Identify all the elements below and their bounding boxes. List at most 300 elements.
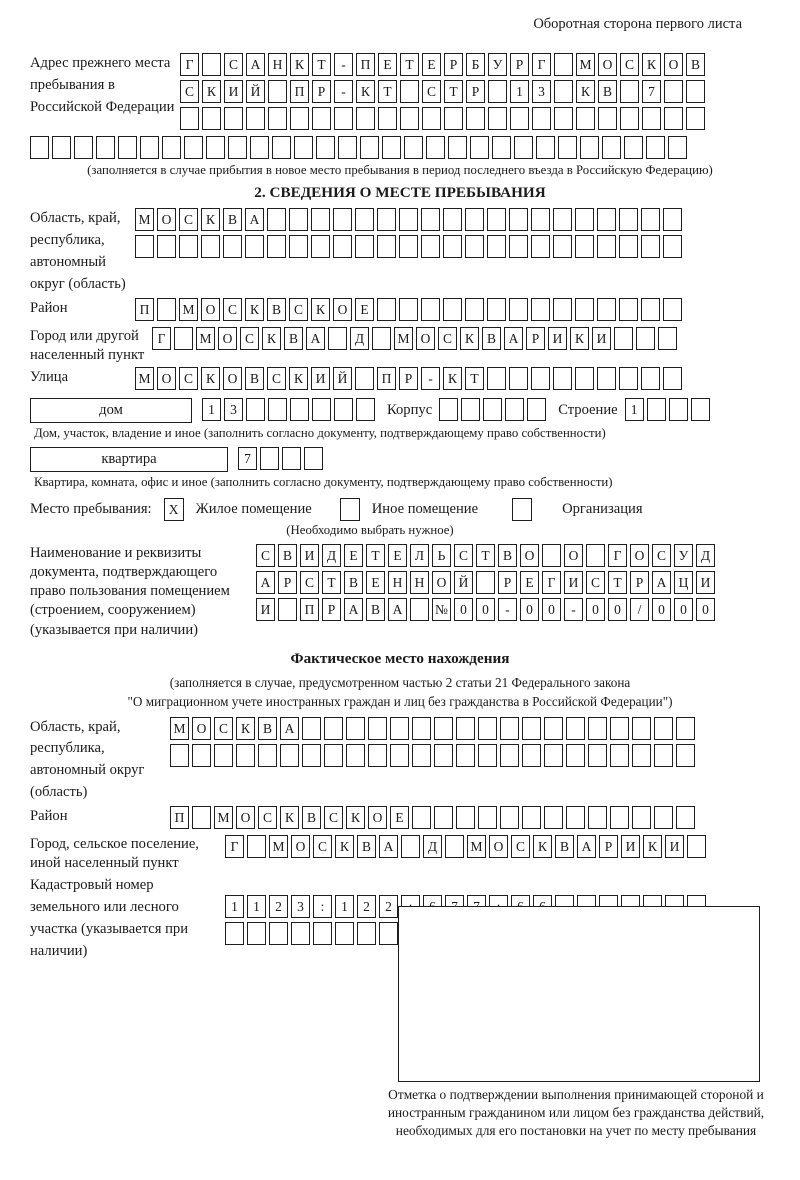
char-cell[interactable]: Е	[378, 53, 397, 76]
char-cell[interactable]	[267, 235, 286, 258]
char-cell[interactable]: В	[686, 53, 705, 76]
char-cell[interactable]: Д	[350, 327, 369, 350]
char-cell[interactable]: 1	[202, 398, 221, 421]
char-cell[interactable]	[588, 744, 607, 767]
char-cell[interactable]	[390, 717, 409, 740]
checkbox-organization[interactable]	[512, 498, 532, 521]
char-cell[interactable]: А	[504, 327, 523, 350]
char-cell[interactable]: И	[592, 327, 611, 350]
char-cell[interactable]	[566, 744, 585, 767]
char-cell[interactable]: 0	[696, 598, 715, 621]
char-cell[interactable]	[334, 398, 353, 421]
char-cell[interactable]: Е	[390, 806, 409, 829]
char-cell[interactable]: Р	[322, 598, 341, 621]
char-cell[interactable]: Т	[444, 80, 463, 103]
char-cell[interactable]: С	[620, 53, 639, 76]
char-cell[interactable]	[554, 80, 573, 103]
char-cell[interactable]	[598, 107, 617, 130]
char-cell[interactable]: С	[313, 835, 332, 858]
char-cell[interactable]: В	[302, 806, 321, 829]
char-cell[interactable]	[399, 298, 418, 321]
char-cell[interactable]	[179, 235, 198, 258]
char-cell[interactable]: С	[240, 327, 259, 350]
char-cell[interactable]	[291, 922, 310, 945]
char-cell[interactable]: П	[300, 598, 319, 621]
char-cell[interactable]	[654, 806, 673, 829]
char-cell[interactable]	[236, 744, 255, 767]
char-cell[interactable]	[312, 398, 331, 421]
char-cell[interactable]: К	[460, 327, 479, 350]
char-cell[interactable]	[184, 136, 203, 159]
char-cell[interactable]	[566, 806, 585, 829]
char-cell[interactable]: П	[290, 80, 309, 103]
char-cell[interactable]: О	[192, 717, 211, 740]
char-cell[interactable]: 3	[291, 895, 310, 918]
char-cell[interactable]	[580, 136, 599, 159]
char-cell[interactable]	[544, 717, 563, 740]
char-cell[interactable]	[531, 208, 550, 231]
char-cell[interactable]: И	[300, 544, 319, 567]
char-cell[interactable]: М	[394, 327, 413, 350]
char-cell[interactable]: О	[223, 367, 242, 390]
char-cell[interactable]: М	[576, 53, 595, 76]
char-cell[interactable]: 0	[586, 598, 605, 621]
char-cell[interactable]: С	[223, 298, 242, 321]
char-cell[interactable]	[404, 136, 423, 159]
char-cell[interactable]: С	[300, 571, 319, 594]
char-cell[interactable]: И	[256, 598, 275, 621]
char-cell[interactable]: Г	[608, 544, 627, 567]
char-cell[interactable]: В	[482, 327, 501, 350]
char-cell[interactable]	[302, 717, 321, 740]
char-cell[interactable]	[335, 922, 354, 945]
char-cell[interactable]	[74, 136, 93, 159]
char-cell[interactable]	[610, 806, 629, 829]
char-cell[interactable]: Н	[410, 571, 429, 594]
char-cell[interactable]: К	[311, 298, 330, 321]
char-cell[interactable]: В	[357, 835, 376, 858]
char-cell[interactable]: Н	[388, 571, 407, 594]
char-cell[interactable]: О	[333, 298, 352, 321]
char-cell[interactable]	[566, 717, 585, 740]
char-cell[interactable]	[500, 744, 519, 767]
char-cell[interactable]	[250, 136, 269, 159]
char-cell[interactable]	[280, 744, 299, 767]
char-cell[interactable]	[658, 327, 677, 350]
char-cell[interactable]: А	[280, 717, 299, 740]
char-cell[interactable]	[439, 398, 458, 421]
char-cell[interactable]	[434, 806, 453, 829]
char-cell[interactable]	[382, 136, 401, 159]
char-cell[interactable]: О	[157, 367, 176, 390]
char-cell[interactable]	[443, 235, 462, 258]
char-cell[interactable]: -	[421, 367, 440, 390]
char-cell[interactable]: М	[467, 835, 486, 858]
char-cell[interactable]: П	[170, 806, 189, 829]
char-cell[interactable]: О	[520, 544, 539, 567]
char-cell[interactable]: С	[179, 208, 198, 231]
char-cell[interactable]: С	[511, 835, 530, 858]
char-cell[interactable]	[669, 398, 688, 421]
char-cell[interactable]	[356, 398, 375, 421]
char-cell[interactable]: Г	[180, 53, 199, 76]
char-cell[interactable]	[620, 80, 639, 103]
char-cell[interactable]: 7	[642, 80, 661, 103]
char-cell[interactable]: Р	[599, 835, 618, 858]
char-cell[interactable]: К	[236, 717, 255, 740]
char-cell[interactable]: С	[258, 806, 277, 829]
char-cell[interactable]	[553, 208, 572, 231]
char-cell[interactable]: А	[246, 53, 265, 76]
char-cell[interactable]	[505, 398, 524, 421]
char-cell[interactable]	[492, 136, 511, 159]
char-cell[interactable]	[632, 806, 651, 829]
char-cell[interactable]	[632, 744, 651, 767]
char-cell[interactable]	[636, 327, 655, 350]
char-cell[interactable]: М	[214, 806, 233, 829]
char-cell[interactable]: П	[377, 367, 396, 390]
char-cell[interactable]: А	[256, 571, 275, 594]
char-cell[interactable]	[421, 235, 440, 258]
char-cell[interactable]: 2	[379, 895, 398, 918]
char-cell[interactable]: И	[696, 571, 715, 594]
char-cell[interactable]: К	[643, 835, 662, 858]
char-cell[interactable]: О	[598, 53, 617, 76]
char-cell[interactable]	[664, 107, 683, 130]
char-cell[interactable]: О	[564, 544, 583, 567]
char-cell[interactable]: 1	[625, 398, 644, 421]
char-cell[interactable]	[619, 298, 638, 321]
char-cell[interactable]	[488, 107, 507, 130]
char-cell[interactable]	[646, 136, 665, 159]
char-cell[interactable]	[597, 298, 616, 321]
char-cell[interactable]	[602, 136, 621, 159]
char-cell[interactable]	[610, 717, 629, 740]
char-cell[interactable]: К	[290, 53, 309, 76]
char-cell[interactable]: К	[335, 835, 354, 858]
char-cell[interactable]	[333, 235, 352, 258]
char-cell[interactable]: В	[344, 571, 363, 594]
char-cell[interactable]	[333, 208, 352, 231]
char-cell[interactable]: В	[267, 298, 286, 321]
char-cell[interactable]: К	[533, 835, 552, 858]
char-cell[interactable]	[246, 107, 265, 130]
char-cell[interactable]	[676, 806, 695, 829]
char-cell[interactable]	[527, 398, 546, 421]
char-cell[interactable]: К	[201, 367, 220, 390]
char-cell[interactable]: С	[438, 327, 457, 350]
char-cell[interactable]: О	[489, 835, 508, 858]
char-cell[interactable]: Ь	[432, 544, 451, 567]
char-cell[interactable]	[434, 744, 453, 767]
char-cell[interactable]	[412, 744, 431, 767]
char-cell[interactable]	[377, 208, 396, 231]
char-cell[interactable]: Р	[510, 53, 529, 76]
char-cell[interactable]: №	[432, 598, 451, 621]
char-cell[interactable]	[500, 806, 519, 829]
char-cell[interactable]	[311, 235, 330, 258]
char-cell[interactable]	[162, 136, 181, 159]
char-cell[interactable]	[445, 835, 464, 858]
char-cell[interactable]	[313, 922, 332, 945]
char-cell[interactable]	[434, 717, 453, 740]
char-cell[interactable]	[290, 107, 309, 130]
char-cell[interactable]: О	[218, 327, 237, 350]
checkbox-other-premise[interactable]	[340, 498, 360, 521]
char-cell[interactable]	[483, 398, 502, 421]
char-cell[interactable]	[597, 208, 616, 231]
char-cell[interactable]: А	[388, 598, 407, 621]
char-cell[interactable]	[412, 806, 431, 829]
char-cell[interactable]: Й	[246, 80, 265, 103]
char-cell[interactable]: Р	[278, 571, 297, 594]
char-cell[interactable]	[268, 107, 287, 130]
char-cell[interactable]	[668, 136, 687, 159]
char-cell[interactable]: Р	[466, 80, 485, 103]
char-cell[interactable]	[597, 367, 616, 390]
char-cell[interactable]: К	[576, 80, 595, 103]
char-cell[interactable]	[377, 298, 396, 321]
char-cell[interactable]: С	[586, 571, 605, 594]
char-cell[interactable]: Р	[312, 80, 331, 103]
char-cell[interactable]	[290, 398, 309, 421]
char-cell[interactable]: Е	[422, 53, 441, 76]
char-cell[interactable]	[157, 235, 176, 258]
char-cell[interactable]	[334, 107, 353, 130]
char-cell[interactable]	[304, 447, 323, 470]
char-cell[interactable]: Г	[152, 327, 171, 350]
char-cell[interactable]	[532, 107, 551, 130]
char-cell[interactable]: С	[422, 80, 441, 103]
char-cell[interactable]	[272, 136, 291, 159]
char-cell[interactable]	[443, 208, 462, 231]
char-cell[interactable]: Д	[696, 544, 715, 567]
char-cell[interactable]: А	[652, 571, 671, 594]
char-cell[interactable]	[294, 136, 313, 159]
char-cell[interactable]	[223, 235, 242, 258]
char-cell[interactable]: -	[498, 598, 517, 621]
char-cell[interactable]	[214, 744, 233, 767]
char-cell[interactable]	[576, 107, 595, 130]
char-cell[interactable]	[246, 398, 265, 421]
char-cell[interactable]	[410, 598, 429, 621]
char-cell[interactable]: О	[236, 806, 255, 829]
char-cell[interactable]: 1	[247, 895, 266, 918]
char-cell[interactable]	[202, 53, 221, 76]
char-cell[interactable]	[575, 235, 594, 258]
char-cell[interactable]	[663, 208, 682, 231]
char-cell[interactable]: К	[356, 80, 375, 103]
char-cell[interactable]	[399, 208, 418, 231]
char-cell[interactable]	[624, 136, 643, 159]
char-cell[interactable]: Т	[608, 571, 627, 594]
char-cell[interactable]	[509, 367, 528, 390]
char-cell[interactable]: Р	[399, 367, 418, 390]
char-cell[interactable]	[676, 717, 695, 740]
char-cell[interactable]	[356, 107, 375, 130]
char-cell[interactable]: Г	[542, 571, 561, 594]
char-cell[interactable]	[247, 922, 266, 945]
char-cell[interactable]: У	[488, 53, 507, 76]
char-cell[interactable]	[509, 298, 528, 321]
char-cell[interactable]: 0	[608, 598, 627, 621]
char-cell[interactable]: И	[224, 80, 243, 103]
char-cell[interactable]	[247, 835, 266, 858]
char-cell[interactable]	[372, 327, 391, 350]
char-cell[interactable]	[96, 136, 115, 159]
char-cell[interactable]	[338, 136, 357, 159]
char-cell[interactable]: В	[555, 835, 574, 858]
char-cell[interactable]: Р	[630, 571, 649, 594]
char-cell[interactable]	[691, 398, 710, 421]
char-cell[interactable]: Ц	[674, 571, 693, 594]
char-cell[interactable]	[544, 806, 563, 829]
char-cell[interactable]	[641, 208, 660, 231]
char-cell[interactable]	[632, 717, 651, 740]
char-cell[interactable]	[174, 327, 193, 350]
char-cell[interactable]	[465, 298, 484, 321]
char-cell[interactable]	[536, 136, 555, 159]
char-cell[interactable]: Е	[344, 544, 363, 567]
char-cell[interactable]	[302, 744, 321, 767]
char-cell[interactable]	[575, 367, 594, 390]
char-cell[interactable]	[478, 806, 497, 829]
char-cell[interactable]	[135, 235, 154, 258]
char-cell[interactable]: В	[598, 80, 617, 103]
char-cell[interactable]: Б	[466, 53, 485, 76]
char-cell[interactable]	[676, 744, 695, 767]
char-cell[interactable]: А	[245, 208, 264, 231]
char-cell[interactable]: -	[334, 80, 353, 103]
char-cell[interactable]	[522, 744, 541, 767]
char-cell[interactable]	[201, 235, 220, 258]
char-cell[interactable]	[487, 235, 506, 258]
char-cell[interactable]: -	[564, 598, 583, 621]
char-cell[interactable]: И	[311, 367, 330, 390]
char-cell[interactable]: Т	[465, 367, 484, 390]
char-cell[interactable]	[465, 208, 484, 231]
char-cell[interactable]: С	[214, 717, 233, 740]
char-cell[interactable]: С	[224, 53, 243, 76]
char-cell[interactable]: Р	[444, 53, 463, 76]
char-cell[interactable]	[510, 107, 529, 130]
char-cell[interactable]	[647, 398, 666, 421]
char-cell[interactable]	[686, 80, 705, 103]
char-cell[interactable]: О	[291, 835, 310, 858]
char-cell[interactable]: И	[621, 835, 640, 858]
char-cell[interactable]: Д	[423, 835, 442, 858]
char-cell[interactable]: С	[179, 367, 198, 390]
char-cell[interactable]	[328, 327, 347, 350]
char-cell[interactable]	[553, 367, 572, 390]
char-cell[interactable]: И	[564, 571, 583, 594]
char-cell[interactable]	[401, 835, 420, 858]
char-cell[interactable]: К	[262, 327, 281, 350]
char-cell[interactable]	[641, 298, 660, 321]
char-cell[interactable]	[426, 136, 445, 159]
char-cell[interactable]: К	[642, 53, 661, 76]
char-cell[interactable]: А	[379, 835, 398, 858]
char-cell[interactable]	[553, 235, 572, 258]
char-cell[interactable]	[289, 208, 308, 231]
char-cell[interactable]	[487, 367, 506, 390]
char-cell[interactable]	[206, 136, 225, 159]
char-cell[interactable]: В	[258, 717, 277, 740]
char-cell[interactable]: Г	[532, 53, 551, 76]
char-cell[interactable]: 0	[652, 598, 671, 621]
char-cell[interactable]: Г	[225, 835, 244, 858]
char-cell[interactable]	[522, 717, 541, 740]
char-cell[interactable]	[228, 136, 247, 159]
char-cell[interactable]: 0	[454, 598, 473, 621]
char-cell[interactable]	[597, 235, 616, 258]
char-cell[interactable]	[268, 80, 287, 103]
char-cell[interactable]	[355, 367, 374, 390]
char-cell[interactable]: И	[548, 327, 567, 350]
char-cell[interactable]: С	[289, 298, 308, 321]
char-cell[interactable]: Т	[400, 53, 419, 76]
char-cell[interactable]: К	[289, 367, 308, 390]
char-cell[interactable]	[400, 80, 419, 103]
char-cell[interactable]	[620, 107, 639, 130]
char-cell[interactable]: Т	[366, 544, 385, 567]
char-cell[interactable]: Р	[526, 327, 545, 350]
char-cell[interactable]	[357, 922, 376, 945]
char-cell[interactable]: В	[498, 544, 517, 567]
char-cell[interactable]	[267, 208, 286, 231]
char-cell[interactable]: М	[179, 298, 198, 321]
char-cell[interactable]	[470, 136, 489, 159]
char-cell[interactable]	[586, 544, 605, 567]
char-cell[interactable]	[269, 922, 288, 945]
char-cell[interactable]: 1	[510, 80, 529, 103]
char-cell[interactable]: В	[366, 598, 385, 621]
char-cell[interactable]: 0	[520, 598, 539, 621]
char-cell[interactable]: С	[267, 367, 286, 390]
char-cell[interactable]: С	[180, 80, 199, 103]
char-cell[interactable]	[443, 298, 462, 321]
char-cell[interactable]	[509, 235, 528, 258]
char-cell[interactable]	[192, 806, 211, 829]
char-cell[interactable]: О	[157, 208, 176, 231]
char-cell[interactable]	[664, 80, 683, 103]
char-cell[interactable]	[542, 544, 561, 567]
char-cell[interactable]: И	[665, 835, 684, 858]
char-cell[interactable]	[500, 717, 519, 740]
char-cell[interactable]	[588, 717, 607, 740]
char-cell[interactable]	[278, 598, 297, 621]
char-cell[interactable]	[663, 298, 682, 321]
char-cell[interactable]: П	[356, 53, 375, 76]
char-cell[interactable]	[461, 398, 480, 421]
char-cell[interactable]	[225, 922, 244, 945]
char-cell[interactable]: 3	[532, 80, 551, 103]
char-cell[interactable]	[522, 806, 541, 829]
char-cell[interactable]	[346, 717, 365, 740]
char-cell[interactable]	[170, 744, 189, 767]
char-cell[interactable]: Т	[312, 53, 331, 76]
char-cell[interactable]	[514, 136, 533, 159]
char-cell[interactable]	[157, 298, 176, 321]
char-cell[interactable]	[52, 136, 71, 159]
char-cell[interactable]	[224, 107, 243, 130]
char-cell[interactable]: К	[443, 367, 462, 390]
char-cell[interactable]	[487, 298, 506, 321]
char-cell[interactable]: О	[416, 327, 435, 350]
char-cell[interactable]: А	[306, 327, 325, 350]
char-cell[interactable]	[448, 136, 467, 159]
char-cell[interactable]: С	[652, 544, 671, 567]
